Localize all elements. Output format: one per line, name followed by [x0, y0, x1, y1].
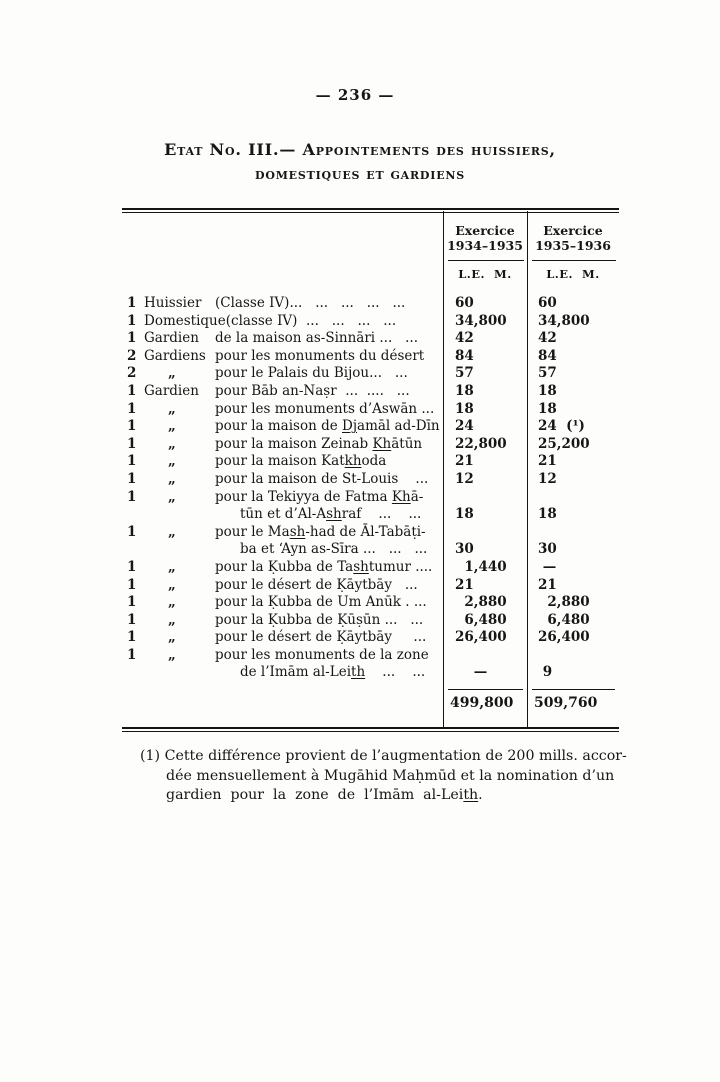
- table-row: [122, 365, 619, 383]
- column-divider-1: [443, 211, 444, 729]
- value-1935: 21: [538, 453, 557, 470]
- value-1935: 12: [538, 470, 557, 487]
- row-count: 1: [127, 435, 137, 452]
- row-count: 1: [127, 295, 137, 311]
- row-count: 1: [127, 418, 137, 435]
- row-keyword: „: [168, 365, 176, 382]
- row-keyword: „: [168, 523, 176, 540]
- row-label: (Classe IV)... ... ... ... ...: [215, 295, 406, 311]
- value-1935: 84: [538, 347, 557, 364]
- row-label: pour le Palais du Bijou... ...: [215, 365, 408, 382]
- row-label: pour la Ḳubba de Tashtumur ....: [215, 558, 433, 575]
- value-1934: 30: [455, 541, 474, 558]
- value-1935: 26,400: [538, 629, 590, 646]
- value-1934: 18: [455, 506, 474, 523]
- document-title: [0, 138, 720, 186]
- exercice-years-1: 1934–1935: [447, 238, 523, 253]
- total-1934: [443, 689, 527, 711]
- unit-label-1: L.E. M.: [458, 267, 512, 281]
- row-count: 1: [127, 488, 137, 505]
- value-1935: 60: [538, 295, 557, 311]
- row-label: pour la Tekiyya de Fatma Khā- tūn et d’Al-Ashraf ... ...: [215, 488, 424, 523]
- total-1935: [527, 689, 619, 711]
- label-column-header: [122, 213, 443, 295]
- table-row: [122, 295, 619, 313]
- page-number: — 236 —: [315, 86, 395, 104]
- value-1934: 21: [455, 576, 474, 593]
- table-row: [122, 418, 619, 436]
- row-count: 1: [127, 611, 137, 628]
- row-count: 1: [127, 312, 137, 329]
- table-row: [122, 489, 619, 524]
- value-1934: 22,800: [455, 435, 507, 452]
- total-value-1935: 509,760: [534, 695, 598, 712]
- row-keyword: „: [168, 435, 176, 452]
- value-1935: 21: [538, 576, 557, 593]
- row-count: 1: [127, 330, 137, 347]
- row-keyword: „: [168, 646, 176, 663]
- row-count: 2: [127, 347, 137, 364]
- value-1934: 26,400: [455, 629, 507, 646]
- table-row: [122, 383, 619, 401]
- footnote-line: (1) Cette différence provient de l’augmentation de 200 mills. accor-: [140, 748, 627, 764]
- title-line-2: domestiques et gardiens: [254, 165, 465, 183]
- value-1934: 18: [455, 382, 474, 399]
- value-1934: 1,440: [455, 558, 507, 575]
- row-keyword: Gardien: [144, 330, 199, 347]
- row-keyword: „: [168, 400, 176, 417]
- value-1935: 18: [538, 382, 557, 399]
- totals-spacer: [122, 689, 443, 711]
- row-label: pour la maison de Djamāl ad-Dīn: [215, 418, 440, 435]
- exercice-label-1: Exercice: [455, 223, 515, 238]
- row-keyword: „: [168, 629, 176, 646]
- row-label: pour le désert de Ḳāytbāy ...: [215, 629, 427, 646]
- table-row: [122, 401, 619, 419]
- row-count: 1: [127, 470, 137, 487]
- row-keyword: „: [168, 418, 176, 435]
- value-1934: 34,800: [455, 312, 507, 329]
- footnote-line: dée mensuellement à Mugāhid Maḥmūd et la nomination d’un: [166, 767, 615, 784]
- footnote: [140, 747, 627, 806]
- value-1934: 21: [455, 453, 474, 470]
- value-1935: —: [538, 558, 557, 575]
- appointments-table: [122, 208, 619, 732]
- unit-label-2: L.E. M.: [546, 267, 600, 281]
- value-1934: 24: [455, 418, 474, 435]
- value-1934: 12: [455, 470, 474, 487]
- value-1935: 42: [538, 330, 557, 347]
- value-1934: 60: [455, 295, 474, 311]
- row-count: 1: [127, 453, 137, 470]
- row-keyword: „: [168, 470, 176, 487]
- row-count: 1: [127, 629, 137, 646]
- table-row: [122, 330, 619, 348]
- row-label: pour la maison Zeinab Khātūn: [215, 435, 423, 452]
- row-count: 1: [127, 594, 137, 611]
- table-row: [122, 348, 619, 366]
- row-keyword: Gardiens: [144, 347, 206, 364]
- row-count: 1: [127, 646, 137, 663]
- row-keyword: „: [168, 488, 176, 505]
- value-1934: 2,880: [455, 594, 507, 611]
- value-1935: 6,480: [538, 611, 590, 628]
- value-1934: 42: [455, 330, 474, 347]
- value-1935: 24 (¹): [538, 418, 585, 435]
- table-row: [122, 629, 619, 647]
- value-1935: 18: [538, 506, 557, 523]
- table-bottom-rule: [122, 727, 619, 732]
- row-keyword: „: [168, 594, 176, 611]
- value-1934: 18: [455, 400, 474, 417]
- table-header: [122, 213, 619, 295]
- table-row: [122, 559, 619, 577]
- value-1934: 84: [455, 347, 474, 364]
- table-row: [122, 594, 619, 612]
- value-1935: 57: [538, 365, 557, 382]
- exercice-years-2: 1935–1936: [535, 238, 611, 253]
- row-count: 1: [127, 576, 137, 593]
- row-count: 2: [127, 365, 137, 382]
- header-rule-1: [448, 260, 524, 261]
- row-label: (classe IV) ... ... ... ...: [225, 312, 397, 329]
- footnote-line: gardien pour la zone de l’Imām al-Leith.: [166, 787, 483, 803]
- value-1935: 25,200: [538, 435, 590, 452]
- table-row: [122, 471, 619, 489]
- row-keyword: Domestique: [144, 312, 226, 329]
- value-1935: 34,800: [538, 312, 590, 329]
- row-count: 1: [127, 523, 137, 540]
- column-divider-2: [527, 211, 528, 729]
- row-keyword: „: [168, 453, 176, 470]
- column-header-1935: [527, 213, 619, 295]
- value-1934: 6,480: [455, 611, 507, 628]
- row-keyword: Gardien: [144, 382, 199, 399]
- row-label: pour la maison de St-Louis ...: [215, 470, 429, 487]
- row-label: pour le Mash-had de Āl-Tabāṭi- ba et ‘Ayn as-Sīra ... ... ...: [215, 523, 428, 558]
- value-1934: 57: [455, 365, 474, 382]
- table-row: [122, 577, 619, 595]
- row-keyword: Huissier: [144, 295, 202, 311]
- value-1935: 18: [538, 400, 557, 417]
- table-row: [122, 436, 619, 454]
- row-count: 1: [127, 558, 137, 575]
- row-label: pour les monuments d’Aswān ...: [215, 400, 435, 417]
- row-keyword: „: [168, 576, 176, 593]
- row-count: 1: [127, 382, 137, 399]
- row-label: pour Bāb an-Naṣr ... .... ...: [215, 382, 410, 399]
- row-label: pour les monuments du désert: [215, 347, 425, 364]
- totals-row: [122, 689, 619, 711]
- value-1935: 2,880: [538, 594, 590, 611]
- row-label: pour le désert de Ḳāytbāy ...: [215, 576, 418, 593]
- row-label: pour la Ḳubba de Ḳūṣūn ... ...: [215, 611, 424, 628]
- row-keyword: „: [168, 558, 176, 575]
- table-row: [122, 453, 619, 471]
- row-keyword: „: [168, 611, 176, 628]
- value-1935: 9: [538, 664, 553, 681]
- row-label: pour la Ḳubba de Um Anūk . ...: [215, 594, 427, 611]
- table-row: [122, 612, 619, 630]
- table-rows: [122, 295, 619, 682]
- header-rule-2: [532, 260, 616, 261]
- value-1935: 30: [538, 541, 557, 558]
- table-row: [122, 313, 619, 331]
- table-row: [122, 524, 619, 559]
- row-label: pour la maison Katkhoda: [215, 453, 387, 470]
- column-header-1934: [443, 213, 527, 295]
- exercice-label-2: Exercice: [543, 223, 603, 238]
- row-count: 1: [127, 400, 137, 417]
- value-1934: —: [455, 664, 488, 681]
- row-label: de la maison as-Sinnāri ... ...: [215, 330, 419, 347]
- row-label: pour les monuments de la zone de l’Imām al-Leith ... ...: [215, 646, 429, 681]
- table-row: [122, 647, 619, 682]
- title-line-1: Etat No. III.— Appointements des huissiers,: [164, 140, 556, 159]
- total-value-1934: 499,800: [450, 695, 514, 712]
